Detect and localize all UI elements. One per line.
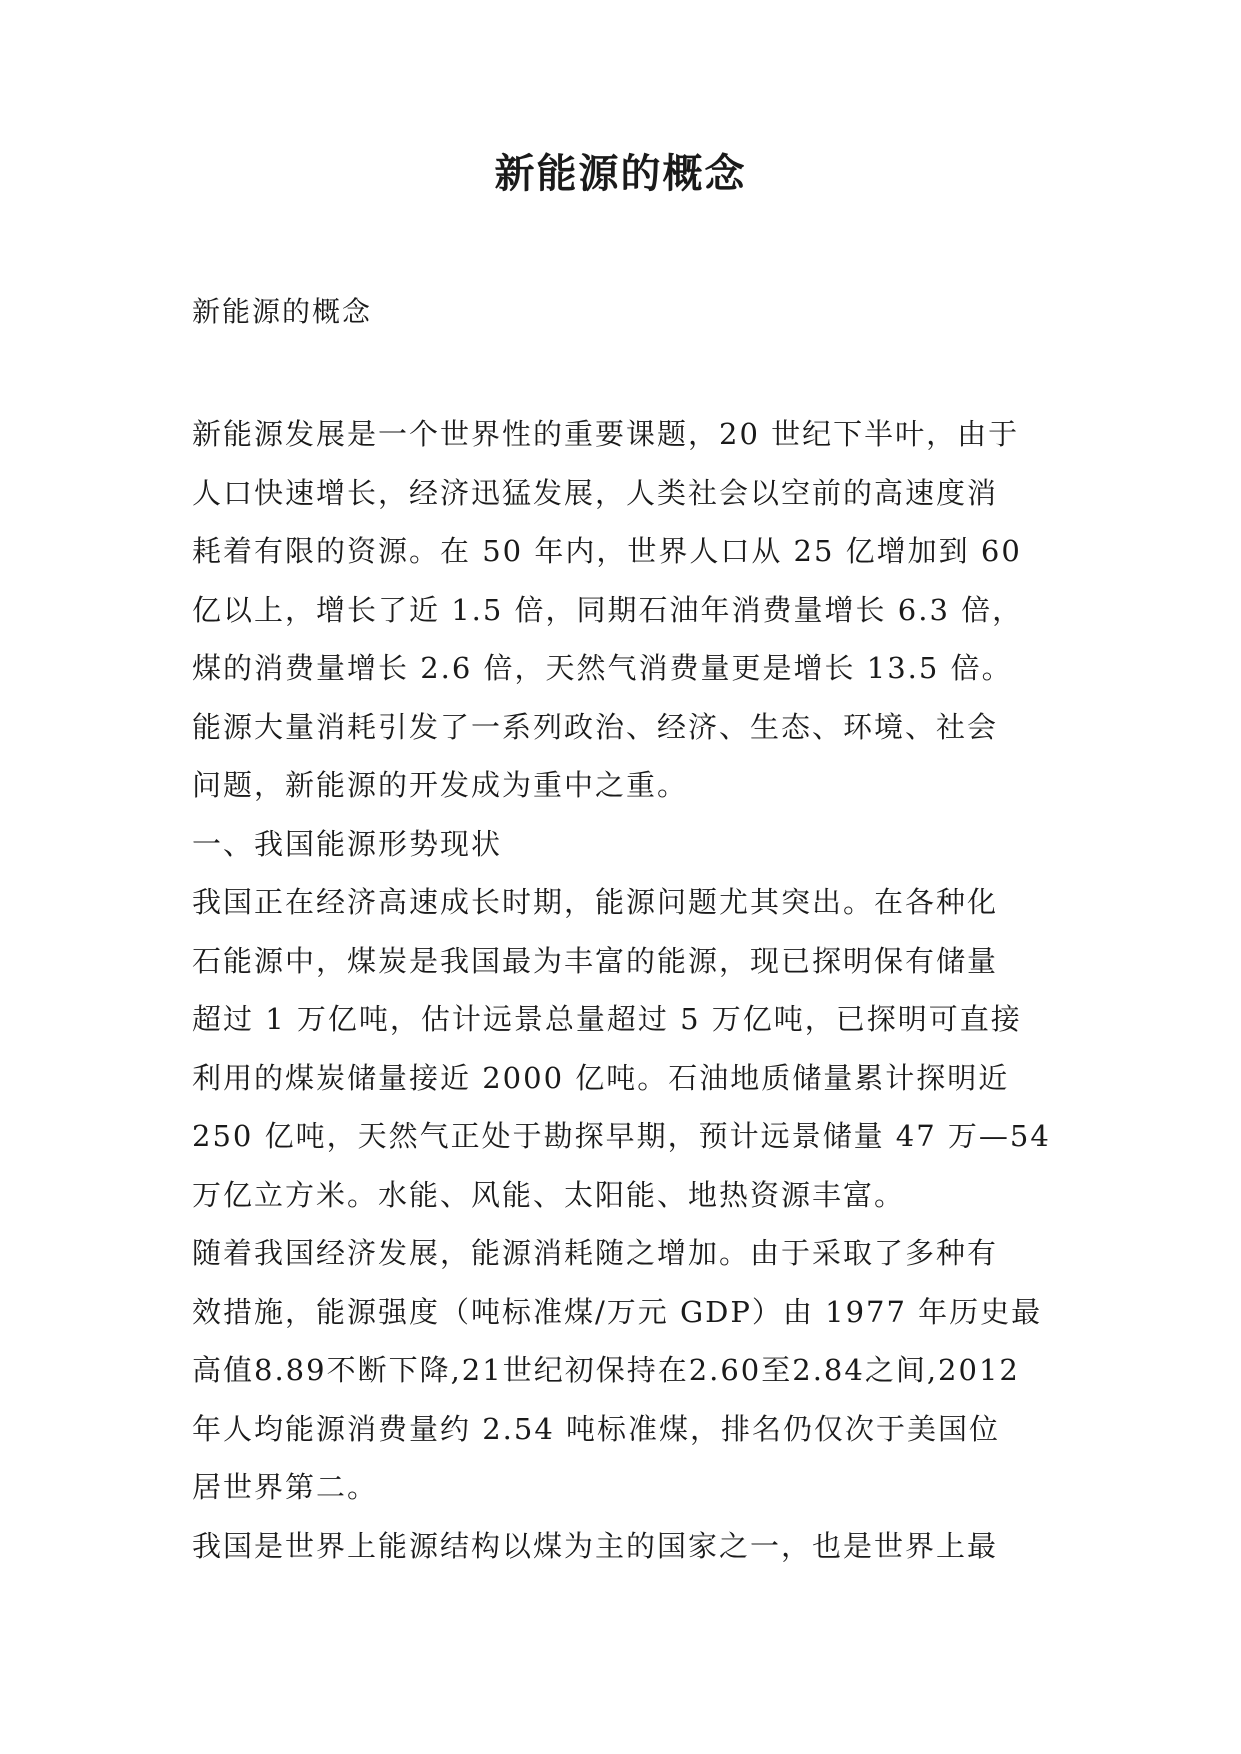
- body-line: 亿以上，增长了近 1.5 倍，同期石油年消费量增长 6.3 倍，: [192, 592, 1024, 627]
- body-line: 效措施，能源强度（吨标准煤/万元 GDP）由 1977 年历史最: [192, 1294, 1043, 1329]
- document-subtitle: 新能源的概念: [192, 295, 373, 328]
- body-line: 煤的消费量增长 2.6 倍，天然气消费量更是增长 13.5 倍。: [192, 651, 1013, 685]
- body-line: 250 亿吨，天然气正处于勘探早期，预计远景储量 47 万—54: [192, 1119, 1051, 1153]
- body-line: 利用的煤炭储量接近 2000 亿吨。石油地质储量累计探明近: [192, 1060, 1010, 1095]
- document-title: 新能源的概念: [494, 150, 747, 197]
- section-heading: 一、我国能源形势现状: [192, 826, 503, 861]
- body-line: 耗着有限的资源。在 50 年内，世界人口从 25 亿增加到 60: [192, 534, 1022, 568]
- body-line: 人口快速增长，经济迅猛发展，人类社会以空前的高速度消: [192, 475, 999, 510]
- body-line: 石能源中，煤炭是我国最为丰富的能源，现已探明保有储量: [192, 943, 999, 978]
- document-body: [192, 405, 1062, 1575]
- body-line: 高值8.89不断下降,21世纪初保持在2.60至2.84之间,2012: [192, 1353, 1020, 1387]
- body-line: 年人均能源消费量约 2.54 吨标准煤，排名仍仅次于美国位: [192, 1411, 1001, 1446]
- body-line: 万亿立方米。水能、风能、太阳能、地热资源丰富。: [192, 1177, 906, 1212]
- body-line: 问题，新能源的开发成为重中之重。: [192, 768, 689, 802]
- body-line: 超过 1 万亿吨，估计远景总量超过 5 万亿吨，已探明可直接: [192, 1002, 1022, 1036]
- body-line: 能源大量消耗引发了一系列政治、经济、生态、环境、社会: [192, 709, 999, 744]
- body-line: 我国正在经济高速成长时期，能源问题尤其突出。在各种化: [192, 885, 999, 919]
- body-line: 我国是世界上能源结构以煤为主的国家之一，也是世界上最: [192, 1528, 999, 1563]
- body-line: 随着我国经济发展，能源消耗随之增加。由于采取了多种有: [192, 1236, 999, 1270]
- body-line: 新能源发展是一个世界性的重要课题，20 世纪下半叶，由于: [192, 417, 1020, 451]
- body-line: 居世界第二。: [192, 1470, 379, 1504]
